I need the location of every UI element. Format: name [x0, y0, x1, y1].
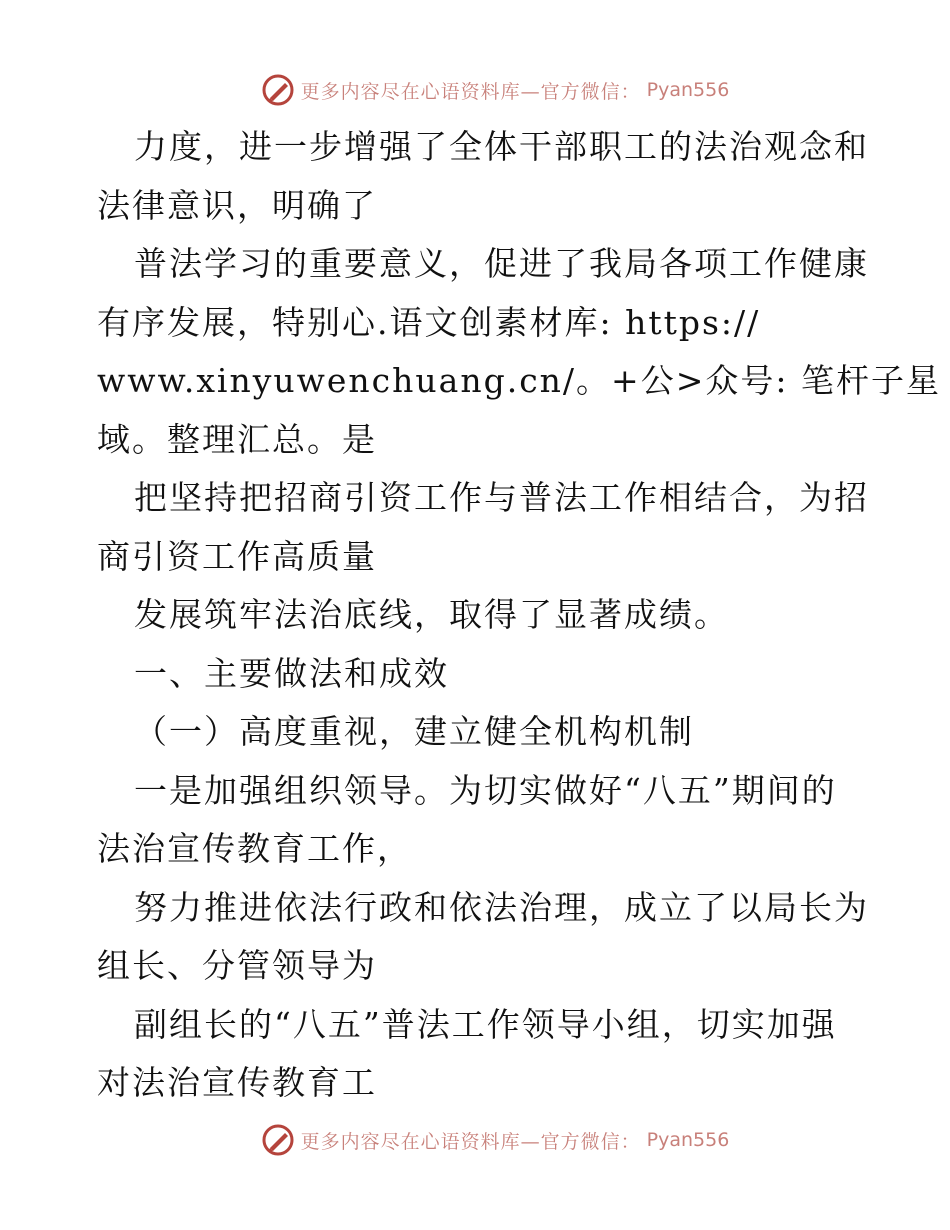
section-heading: 一、主要做法和成效 — [134, 653, 449, 693]
body-line: www.xinyuwenchuang.cn/。+公>众号: 笔杆子星 — [97, 361, 941, 400]
body-line: 把坚持把招商引资工作与普法工作相结合，为招 — [134, 478, 869, 517]
body-line: 发展筑牢法治底线，取得了显著成绩。 — [134, 595, 729, 634]
header-wechat-id: Pyan556 — [646, 79, 730, 101]
footer-banner — [0, 1120, 950, 1160]
body-line: 组长、分管领导为 — [97, 946, 377, 985]
body-line: 法治宣传教育工作， — [97, 829, 412, 868]
footer-banner-text: 更多内容尽在心语资料库—官方微信： — [300, 1130, 641, 1153]
body-line: 一是加强组织领导。为切实做好“八五”期间的 — [134, 770, 837, 810]
pen-logo-icon — [261, 73, 295, 107]
body-line: 商引资工作高质量 — [97, 536, 377, 576]
body-line: 有序发展，特别心.语文创素材库: https:// — [97, 302, 761, 342]
body-line: 力度，进一步增强了全体干部职工的法治观念和 — [134, 127, 869, 166]
body-line: 对法治宣传教育工 — [97, 1063, 377, 1102]
footer-wechat-id: Pyan556 — [646, 1129, 730, 1151]
body-line: 域。整理汇总。是 — [97, 419, 377, 459]
header-banner — [0, 70, 950, 110]
header-banner-text: 更多内容尽在心语资料库—官方微信： — [300, 80, 641, 103]
body-line: 副组长的“八五”普法工作领导小组，切实加强 — [134, 1004, 837, 1044]
subsection-heading: （一）高度重视，建立健全机构机制 — [134, 712, 694, 751]
body-line: 法律意识，明确了 — [97, 185, 377, 225]
document-body — [97, 118, 941, 1113]
body-line: 普法学习的重要意义，促进了我局各项工作健康 — [134, 244, 869, 283]
body-line: 努力推进依法行政和依法治理，成立了以局长为 — [134, 887, 869, 927]
pen-logo-icon — [261, 1123, 295, 1157]
